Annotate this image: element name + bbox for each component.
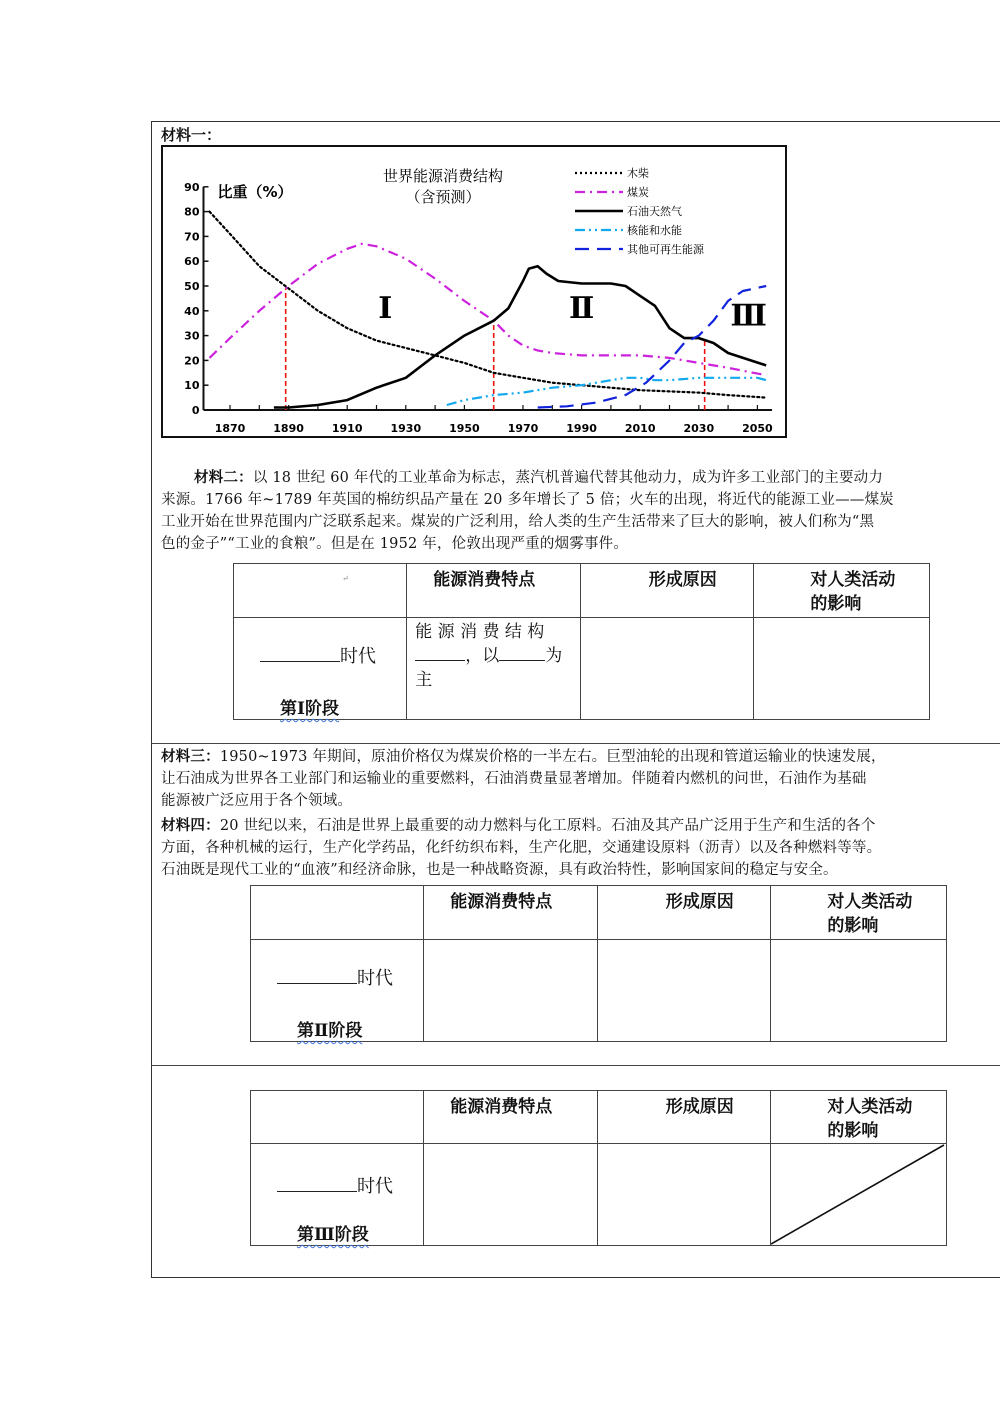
energy-consumption-chart <box>161 145 787 438</box>
series-line <box>210 244 767 375</box>
legend-label: 木柴 <box>627 167 649 180</box>
header-empty-cell <box>251 886 424 940</box>
cause-cell[interactable] <box>580 618 754 720</box>
material2-line: 以 18 世纪 60 年代的工业革命为标志，蒸汽机普遍代替其他动力，成为许多工业部门的主要动力 <box>252 470 884 486</box>
stage2-table <box>250 885 947 1042</box>
x-tick-label: 1910 <box>331 422 363 435</box>
y-tick-label: 60 <box>184 255 200 269</box>
material2-line: 工业开始在世界范围内广泛联系起来。煤炭的广泛利用，给人类的生产生活带来了巨大的影响，被人们称为“黑 <box>161 514 875 530</box>
legend-label: 核能和水能 <box>627 224 682 237</box>
era-blank[interactable] <box>277 967 357 984</box>
y-tick-label: 30 <box>184 329 200 343</box>
x-tick-label: 1950 <box>449 422 480 435</box>
chart-title: 世界能源消费结构 <box>382 167 504 185</box>
stage-cell: 时代 第Ⅱ阶段 <box>251 940 424 1042</box>
x-tick-label: 1870 <box>214 422 246 435</box>
x-tick-label: 2030 <box>683 422 715 435</box>
material2-line: 色的金子”“工业的食粮”。但是在 1952 年，伦敦出现严重的烟雾事件。 <box>161 536 629 552</box>
impact-cell-crossed-out <box>771 1144 947 1246</box>
chart-subtitle: （含预测） <box>405 188 481 206</box>
cause-cell[interactable] <box>597 940 771 1042</box>
feature-cell[interactable] <box>424 940 597 1042</box>
diagonal-strike <box>771 1144 946 1246</box>
stage-numeral: Ⅱ <box>568 291 595 327</box>
era-blank[interactable] <box>260 645 340 662</box>
header-impact: 对人类活动 的影响 <box>754 564 930 618</box>
stage1-table <box>233 563 930 720</box>
y-tick-label: 10 <box>184 379 200 393</box>
era-blank[interactable] <box>277 1175 357 1192</box>
material3-label: 材料三： <box>161 749 220 765</box>
legend-label: 其他可再生能源 <box>627 243 704 256</box>
stage-cell: 时代 第Ⅲ阶段 <box>251 1144 424 1246</box>
main-source-blank[interactable] <box>499 644 545 661</box>
stage3-table <box>250 1090 947 1246</box>
x-tick-label: 1970 <box>507 422 539 435</box>
header-impact: 对人类活动 的影响 <box>771 886 947 940</box>
header-cause: 形成原因 <box>580 564 754 618</box>
stage-label: 第Ⅰ阶段 <box>280 699 339 719</box>
legend-label: 石油天然气 <box>627 205 682 218</box>
chart-canvas <box>163 147 785 436</box>
y-tick-label: 70 <box>184 230 200 244</box>
legend-label: 煤炭 <box>627 186 649 199</box>
y-tick-label: 20 <box>184 354 200 368</box>
material2-label: 材料二： <box>194 470 253 486</box>
y-axis-title: 比重（%） <box>217 182 293 201</box>
x-tick-label: 2010 <box>624 422 656 435</box>
stage-cell: 时代 第Ⅰ阶段 <box>234 618 407 720</box>
feature-cell[interactable] <box>424 1144 597 1246</box>
material4-label: 材料四： <box>161 818 220 834</box>
impact-cell[interactable] <box>771 940 947 1042</box>
material2-line: 来源。1766 年~1789 年英国的棉纺织品产量在 20 多年增长了 5 倍；火车的出现，将近代的能源工业——煤炭 <box>161 492 894 508</box>
material4-paragraph: 材料四：20 世纪以来，石油是世界上最重要的动力燃料与化工原料。石油及其产品广泛用于生产和生活的各个 方面，各种机械的运行，生产化学药品，化纤纺织布料，生产化肥，交通建设原料（沥青）以及各种燃料等等。 石油既是现代工业的“血液”和经济命脉，也是一种战略资源，具有政治特性，影响国家间的稳定与安全。 <box>161 818 882 878</box>
section-divider <box>151 743 1000 744</box>
y-tick-label: 80 <box>184 205 200 219</box>
stage-numeral: Ⅰ <box>378 291 393 327</box>
header-feature: 能源消费特点 <box>424 886 597 940</box>
header-cause: 形成原因 <box>597 1091 771 1144</box>
material1-label: 材料一： <box>161 126 222 144</box>
stage-label: 第Ⅲ阶段 <box>297 1225 369 1245</box>
header-feature: 能源消费特点 <box>407 564 581 618</box>
stage-numeral: Ⅲ <box>730 298 767 334</box>
section-divider <box>151 1065 1000 1066</box>
cause-cell[interactable] <box>597 1144 771 1246</box>
x-tick-label: 2050 <box>742 422 773 435</box>
feature-cell[interactable]: 能 源 消 费 结 构 ，以 为 主 <box>407 618 581 720</box>
series-line <box>274 266 766 407</box>
structure-blank[interactable] <box>415 644 465 661</box>
header-feature: 能源消费特点 <box>424 1091 597 1144</box>
material3-paragraph: 材料三：1950~1973 年期间，原油价格仅为煤炭价格的一半左右。巨型油轮的出现和管道运输业的快速发展， 让石油成为世界各工业部门和运输业的重要燃料，石油消费量显著增加。伴随着内燃机的问世，石油作为基础 能源被广泛应用于各个领域。 <box>161 749 886 809</box>
x-tick-label: 1930 <box>390 422 422 435</box>
y-tick-label: 40 <box>184 304 200 318</box>
impact-cell[interactable] <box>754 618 930 720</box>
series-line <box>210 212 767 398</box>
header-impact: 对人类活动 的影响 <box>771 1091 947 1144</box>
stage-label: 第Ⅱ阶段 <box>297 1021 363 1041</box>
x-tick-label: 1890 <box>273 422 304 435</box>
header-empty-cell: ↵ <box>234 564 407 618</box>
material2-paragraph <box>161 467 894 555</box>
header-cause: 形成原因 <box>597 886 771 940</box>
x-tick-label: 1990 <box>566 422 597 435</box>
y-tick-label: 0 <box>191 404 200 417</box>
y-tick-label: 50 <box>184 280 200 293</box>
header-empty-cell <box>251 1091 424 1144</box>
y-tick-label: 90 <box>184 180 200 194</box>
